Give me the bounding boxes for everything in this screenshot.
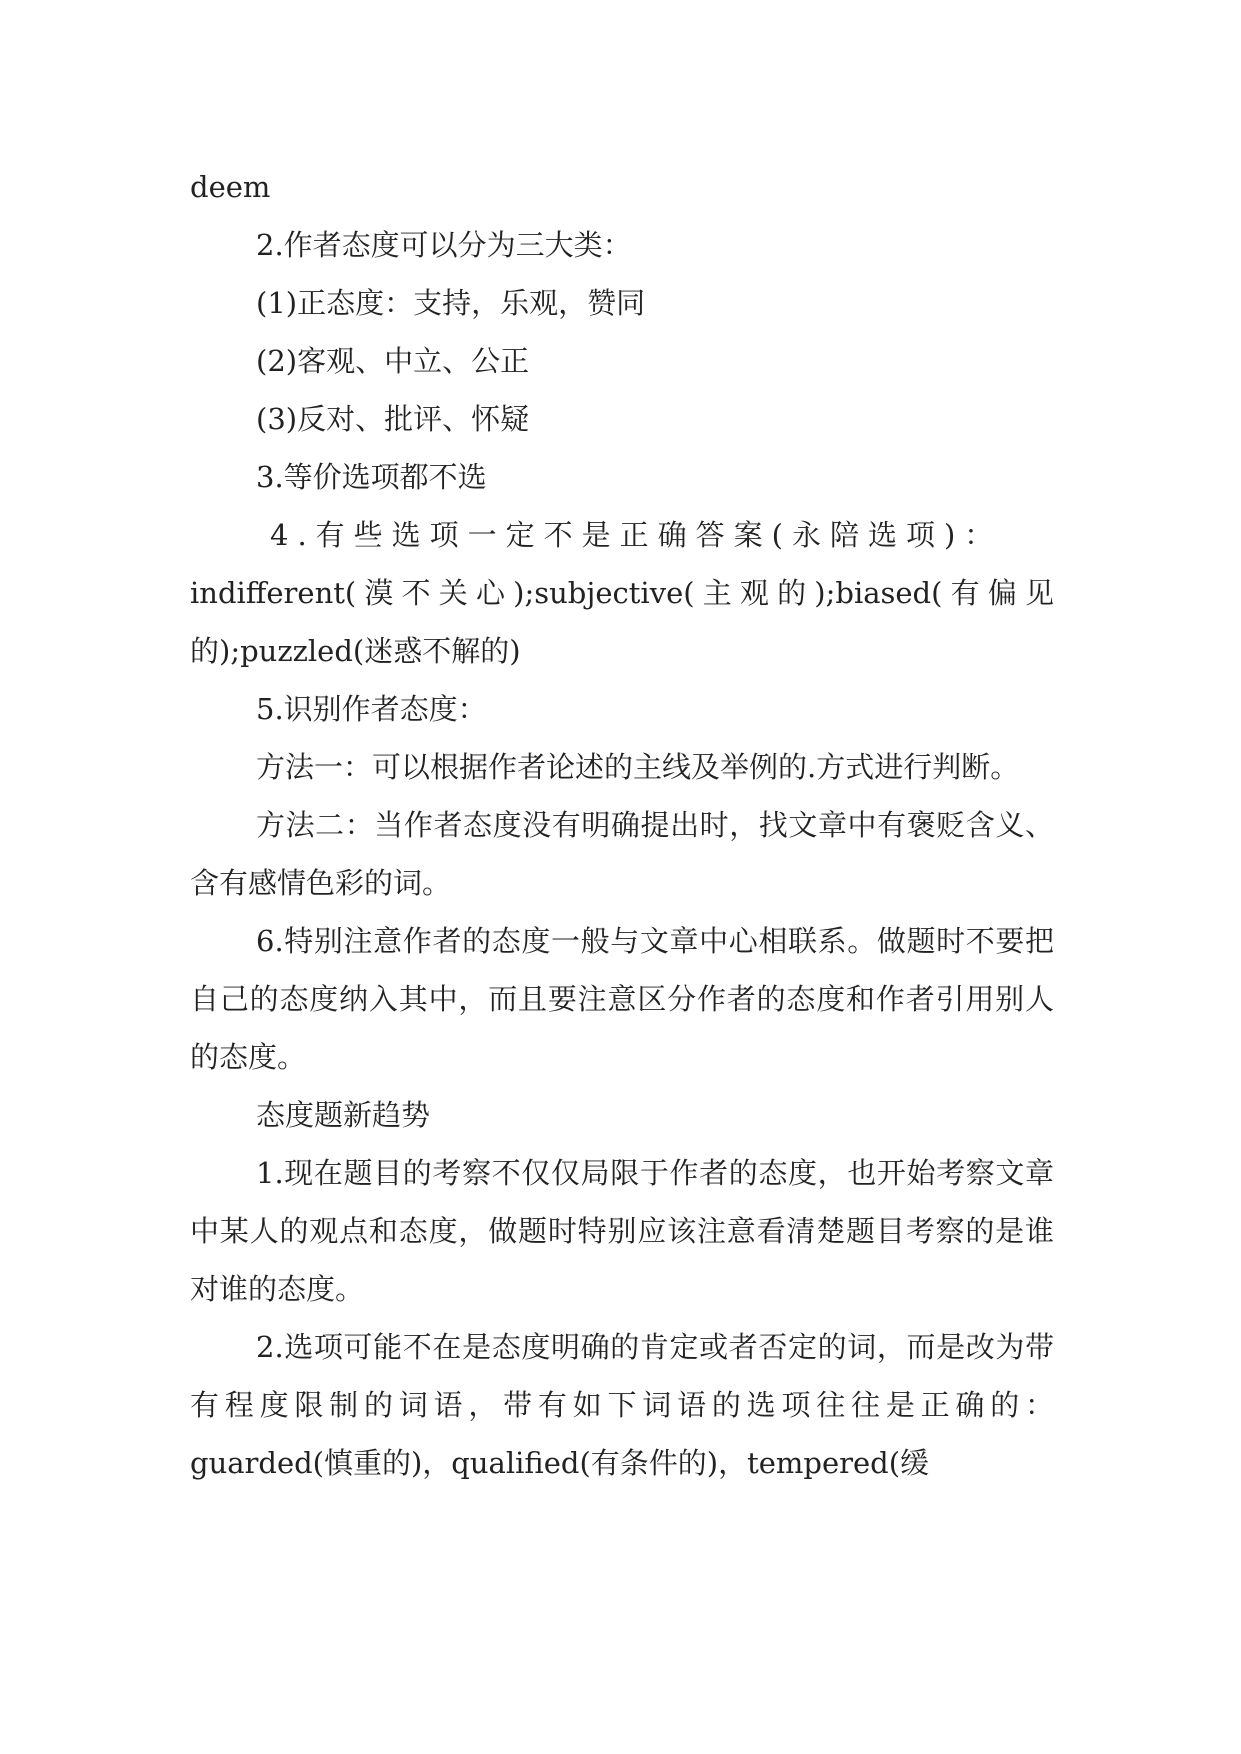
paragraph-attitude-categories: 2.作者态度可以分为三大类： <box>256 228 632 262</box>
paragraph-trend-one: 1.现在题目的考察不仅仅局限于作者的态度，也开始考察文章中某人的观点和态度，做题时特别应该注意看清楚题目考察的是谁对谁的态度。 <box>190 1156 1054 1306</box>
paragraph-deem: deem <box>190 170 271 204</box>
document-body <box>190 158 1054 1492</box>
paragraph-positive-attitude: (1)正态度：支持，乐观，赞同 <box>256 286 646 320</box>
paragraph-equivalent-options: 3.等价选项都不选 <box>256 460 487 494</box>
paragraph-trend-two: 2.选项可能不在是态度明确的肯定或者否定的词，而是改为带有程度限制的词语，带有如下词语的选项往往是正确的：guarded(慎重的)，qualified(有条件的)，tempered(缓 <box>190 1330 1054 1480</box>
paragraph-method-one: 方法一：可以根据作者论述的主线及举例的.方式进行判断。 <box>256 750 1020 784</box>
paragraph-never-correct-options: 4.有些选项一定不是正确答案(永陪选项)： <box>270 518 1003 552</box>
paragraph-never-correct-examples: indifferent(漠不关心);subjective(主观的);biased(有偏见的);puzzled(迷惑不解的) <box>190 576 1054 668</box>
paragraph-negative-attitude: (3)反对、批评、怀疑 <box>256 402 530 436</box>
paragraph-neutral-attitude: (2)客观、中立、公正 <box>256 344 530 378</box>
paragraph-identify-attitude: 5.识别作者态度： <box>256 692 487 726</box>
section-title-new-trend: 态度题新趋势 <box>256 1098 431 1132</box>
paragraph-attention-center: 6.特别注意作者的态度一般与文章中心相联系。做题时不要把自己的态度纳入其中，而且要注意区分作者的态度和作者引用别人的态度。 <box>190 924 1054 1074</box>
paragraph-method-two: 方法二：当作者态度没有明确提出时，找文章中有褒贬含义、含有感情色彩的词。 <box>190 808 1054 900</box>
